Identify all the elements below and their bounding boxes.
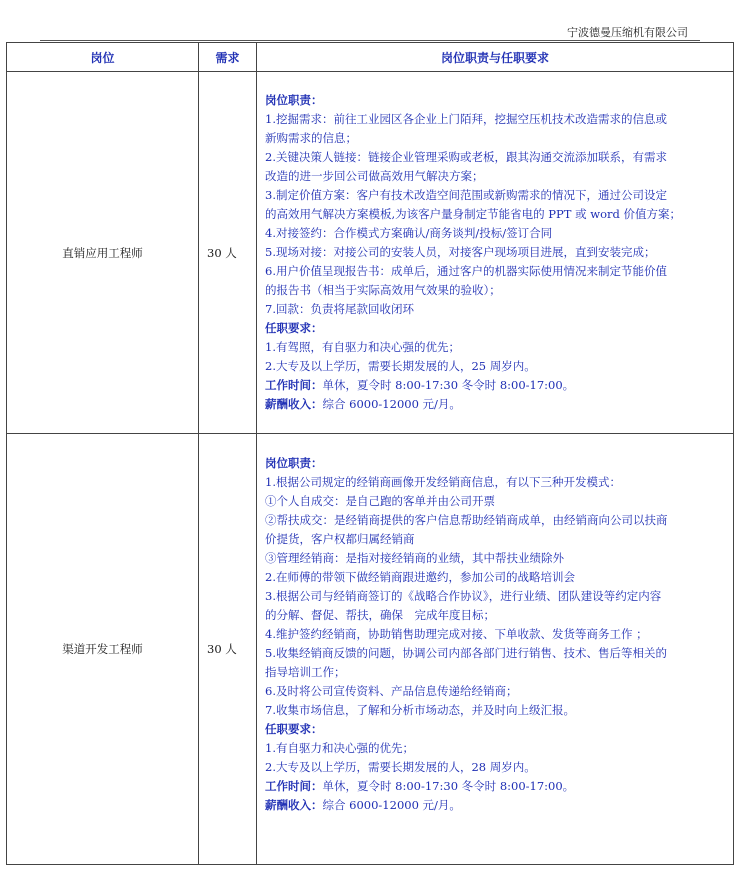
position-cell: 直销应用工程师 xyxy=(7,72,199,434)
duty-line: 改造的进一步回公司做高效用气解决方案； xyxy=(265,169,484,183)
duty-line: 指导培训工作； xyxy=(265,665,346,679)
demand-cell: 30 人 xyxy=(199,434,257,865)
work-time-value: 单休，夏令时 8:00-17:30 冬令时 8:00-17:00。 xyxy=(322,779,575,793)
duties-title: 岗位职责： xyxy=(265,456,323,470)
work-time xyxy=(265,777,725,796)
duty-line: 7.回款：负责将尾款回收闭环 xyxy=(265,302,414,316)
duty-line: 1.挖掘需求：前往工业园区各企业上门陌拜，挖掘空压机技术改造需求的信息或 xyxy=(265,112,667,126)
duty-line: ②帮扶成交：是经销商提供的客户信息帮助经销商成单，由经销商向公司以扶商 xyxy=(265,513,668,527)
duty-line: 6.及时将公司宣传资料、产品信息传递给经销商； xyxy=(265,684,518,698)
header-rule xyxy=(40,40,700,41)
header-demand: 需求 xyxy=(199,43,257,72)
header-duties: 岗位职责与任职要求 xyxy=(257,43,734,72)
demand-cell: 30 人 xyxy=(199,72,257,434)
duty-line: 的分解、督促、帮扶，确保 完成年度目标； xyxy=(265,608,495,622)
duty-line: ③管理经销商：是指对接经销商的业绩，其中帮扶业绩除外 xyxy=(265,551,564,565)
requirement-line: 1.有自驱力和决心强的优先； xyxy=(265,741,414,755)
duty-line: 的报告书（相当于实际高效用气效果的验收）； xyxy=(265,283,501,297)
requirement-line: 2.大专及以上学历，需要长期发展的人，25 周岁内。 xyxy=(265,359,536,373)
requirement-line: 1.有驾照，有自驱力和决心强的优先； xyxy=(265,340,460,354)
duty-line: 4.对接签约：合作模式方案确认/商务谈判/投标/签订合同 xyxy=(265,226,553,240)
duty-line: 3.制定价值方案：客户有技术改造空间范围或新购需求的情况下，通过公司设定 xyxy=(265,188,667,202)
duty-line: 6.用户价值呈现报告书：成单后，通过客户的机器实际使用情况来制定节能价值 xyxy=(265,264,667,278)
salary-value: 综合 6000-12000 元/月。 xyxy=(322,798,461,812)
salary-value: 综合 6000-12000 元/月。 xyxy=(322,397,461,411)
requirement-line: 2.大专及以上学历，需要长期发展的人，28 周岁内。 xyxy=(265,760,536,774)
duty-line: 5.收集经销商反馈的问题，协调公司内部各部门进行销售、技术、售后等相关的 xyxy=(265,646,667,660)
salary xyxy=(265,796,725,815)
duty-line: ①个人自成交：是自己跑的客单并由公司开票 xyxy=(265,494,495,508)
work-time-value: 单休，夏令时 8:00-17:30 冬令时 8:00-17:00。 xyxy=(322,378,575,392)
duty-line: 新购需求的信息； xyxy=(265,131,357,145)
table-header-row xyxy=(7,43,734,72)
table-row xyxy=(7,434,734,865)
job-table xyxy=(6,42,734,865)
duty-line: 1.根据公司规定的经销商画像开发经销商信息，有以下三种开发模式： xyxy=(265,475,621,489)
duty-line: 2.关键决策人链接：链接企业管理采购或老板，跟其沟通交流添加联系，有需求 xyxy=(265,150,667,164)
position-cell: 渠道开发工程师 xyxy=(7,434,199,865)
duty-line: 价提货，客户权都归属经销商 xyxy=(265,532,415,546)
requirements-title: 任职要求： xyxy=(265,722,323,736)
duty-line: 4.维护签约经销商，协助销售助理完成对接、下单收款、发货等商务工作 ； xyxy=(265,627,648,641)
duties-cell xyxy=(257,434,734,865)
work-time-label: 工作时间： xyxy=(265,378,323,392)
requirements-title: 任职要求： xyxy=(265,321,323,335)
work-time-label: 工作时间： xyxy=(265,779,323,793)
work-time xyxy=(265,376,725,395)
duty-line: 2.在师傅的带领下做经销商跟进邀约，参加公司的战略培训会 xyxy=(265,570,575,584)
duty-line: 5.现场对接：对接公司的安装人员，对接客户现场项目进展，直到安装完成； xyxy=(265,245,656,259)
duty-line: 7.收集市场信息，了解和分析市场动态，并及时向上级汇报。 xyxy=(265,703,575,717)
salary-label: 薪酬收入： xyxy=(265,798,323,812)
duty-line: 3.根据公司与经销商签订的《战略合作协议》，进行业绩、团队建设等约定内容 xyxy=(265,589,662,603)
duties-cell xyxy=(257,72,734,434)
salary xyxy=(265,395,725,414)
company-name: 宁波德曼压缩机有限公司 xyxy=(567,26,688,39)
duty-line: 的高效用气解决方案模板,为该客户量身制定节能省电的 PPT 或 word 价值方案； xyxy=(265,207,682,221)
salary-label: 薪酬收入： xyxy=(265,397,323,411)
header-position: 岗位 xyxy=(7,43,199,72)
table-row xyxy=(7,72,734,434)
duties-title: 岗位职责： xyxy=(265,93,323,107)
